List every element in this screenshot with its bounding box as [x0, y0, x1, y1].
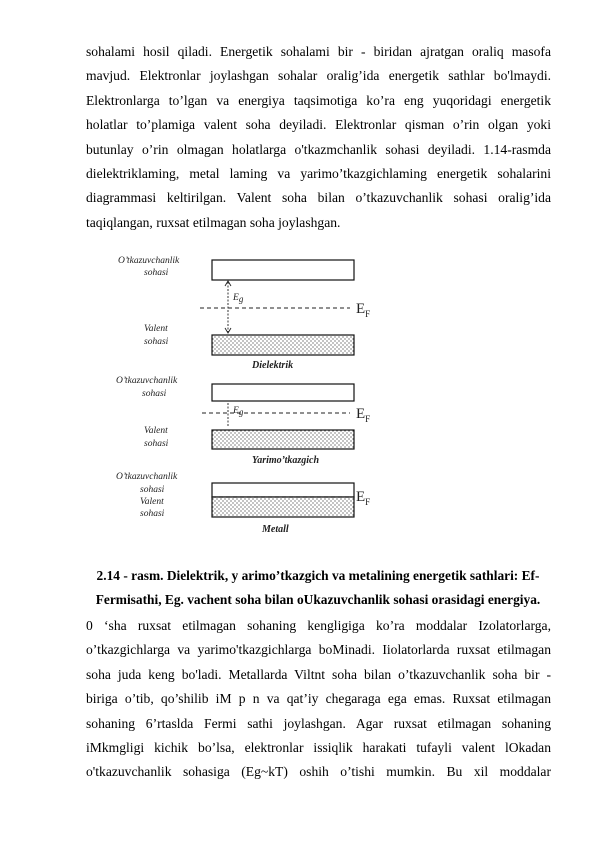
fermi-label: $E_F$ [356, 301, 371, 319]
conduction-band [212, 384, 354, 401]
paragraph-1 [86, 40, 551, 235]
valence-band-label: sohasi [144, 439, 169, 449]
text-line: butunlay o’rin olmagan holatlarga o'tkazmchanlik sohasi deyiladi. 1.14-rasmda [86, 141, 551, 157]
text-line: biriga o’tib, qo’shilib iM p n va qat’iy chegaraga ega emas. Ruxsat etilmagan [86, 691, 551, 707]
conduction-band-label: sohasi [142, 389, 167, 399]
text-line: holatlar to’plamiga valent soha deyiladi. Elektronlar qisman o’rin olgan yoki [86, 117, 551, 133]
fermi-label: $E_F$ [356, 406, 371, 424]
text-line: iMkmgligi kichik bo’lsa, elektronlar issiqlik harakati tufayli valent lOkadan [86, 739, 551, 755]
conduction-band [212, 483, 354, 497]
valence-band-label: Valent [144, 324, 168, 334]
text-line: diagrammasi keltirilgan. Valent soha bilan o’tkazuvchanlik sohasi oralig’ida [86, 190, 551, 206]
text-line: Elektronlarga to’lgan va energiya taqsimotiga ko’ra eng yuqoridagi energetik [86, 92, 551, 108]
metal-panel [116, 472, 370, 535]
text-line: mavjud. Elektronlar joylashgan sohalar oralig’ida energetik sathlar bo'lmaydi. [86, 68, 551, 84]
text-line: o’tkazgichlarga va yarimo'tkazgichlarga boMinadi. Iiolatorlarda ruxsat etilmagan [86, 642, 551, 658]
fermi-label: $E_F$ [356, 489, 371, 507]
gap-label: Eg [233, 406, 244, 417]
valence-band-label: sohasi [144, 337, 169, 347]
text-line: o'tkazuvchanlik sohasiga (Eg~kT) oshih o’tishi mumkin. Bu xil moddalar [86, 764, 551, 780]
dielectric-panel [118, 256, 370, 371]
valence-band-label: Valent [144, 426, 168, 436]
conduction-band-label: sohasi [144, 268, 169, 278]
conduction-band-label: O’tkazuvchanlik [116, 376, 178, 386]
valence-band [212, 430, 354, 449]
semiconductor-panel [116, 376, 370, 466]
figure-caption [70, 564, 566, 613]
conduction-band-label: sohasi [140, 485, 165, 495]
conduction-band [212, 260, 354, 280]
paragraph-2 [86, 614, 551, 785]
valence-band [212, 497, 354, 517]
text-line: dielektriklaming, metal laming va yarimo’tkazgichlaming energetik sohalarini [86, 165, 551, 181]
valence-band [212, 335, 354, 355]
text-line: 0 ‘sha ruxsat etilmagan sohaning kengligiga ko’ra moddalar Izolatorlarga, [86, 618, 551, 633]
text-line: soha juda keng bo'ladi. Metallarda Viltnt soha bilan o’tkazuvchanlik soha bir - [86, 666, 551, 682]
text-line: sohalami hosil qiladi. Energetik sohalami bir - biridan ajratgan oraliq masofa [86, 44, 551, 59]
caption-line: Fermisathi, Eg. vachent soha bilan oUkazuvchanlik sohasi orasidagi energiya. [95, 592, 541, 608]
band-diagram-svg [112, 250, 392, 540]
panel-title: Metall [262, 524, 289, 535]
text-line: taqiqlangan, ruxsat etilmagan soha joylashgan. [86, 214, 341, 230]
gap-label: Eg [233, 293, 244, 304]
energy-band-diagram [112, 250, 392, 540]
caption-line: 2.14 - rasm. Dielektrik, y arimo’tkazgich va metalining energetik sathlari: Ef- [96, 568, 540, 583]
valence-band-label: sohasi [140, 509, 165, 519]
panel-title: Dielektrik [252, 360, 294, 371]
conduction-band-label: O’tkazuvchanlik [116, 472, 178, 482]
conduction-band-label: O’tkazuvchanlik [118, 256, 180, 266]
panel-title: Yarimo’tkazgich [252, 455, 320, 466]
text-line: sohaning 6’rtaslda Fermi sathi joylashgan. Agar ruxsat etilmagan sohaning [86, 715, 551, 731]
valence-band-label: Valent [140, 497, 164, 507]
